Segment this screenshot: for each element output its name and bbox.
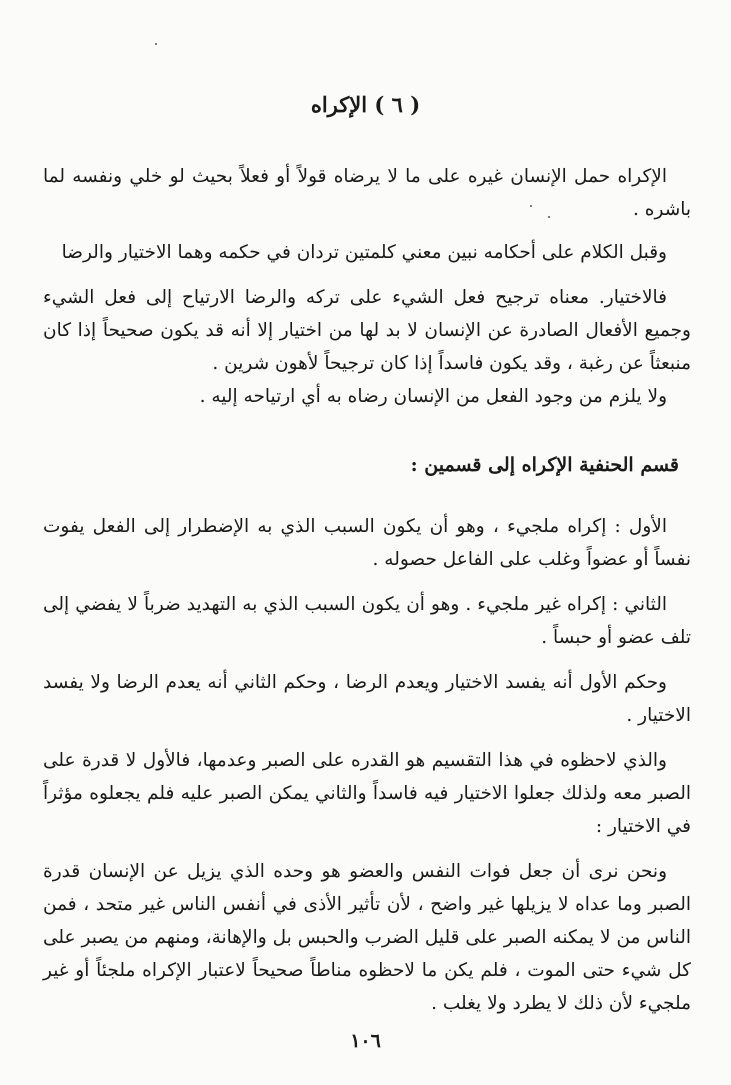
critique-paragraph: ونحن نرى أن جعل فوات النفس والعضو هو وحده الذي يزيل عن الإنسان قدرة الصبر وما عداه لا يزيلها غير واضح ، لأن تأثير الأذى في أنفس الناس غير متحد ، فمن الناس من لا يمكنه الصبر على قليل الضرب والحبس بل والإهانة، ومنهم من يصبر على كل شيء حتى الموت ، فلم يكن ما لاحظوه مناطاً صحيحاً لاعتبار الإكراه ملجئاً أو غير ملجيء لأن ذلك لا يطرد ولا يغلب .: [43, 861, 691, 1014]
scan-speck: [155, 43, 157, 45]
first-type-paragraph: الأول : إكراه ملجيء ، وهو أن يكون السبب الذي به الإضطرار إلى الفعل يفوت نفساً أو عضواً وغلب على الفاعل حصوله .: [43, 516, 691, 570]
section-heading: قسم الحنفية الإكراه إلى قسمين :: [410, 454, 679, 476]
main-section: [43, 510, 691, 1020]
consent-paragraph: ولا يلزم من وجود الفعل من الإنسان رضاه به أي ارتياحه إليه .: [199, 386, 667, 407]
terms-paragraph: وقبل الكلام على أحكامه نبين معني كلمتين تردان في حكمه وهما الاختيار والرضا: [61, 242, 667, 263]
ruling-paragraph: وحكم الأول أنه يفسد الاختيار ويعدم الرضا ، وحكم الثاني أنه يعدم الرضا ولا يفسد الاختيار .: [43, 672, 691, 726]
second-type-paragraph: الثاني : إكراه غير ملجيء . وهو أن يكون السبب الذي به التهديد ضرباً لا يفضي إلى تلف عضو أو حبساً .: [43, 594, 691, 648]
rationale-paragraph: والذي لاحظوه في هذا التقسيم هو القدره على الصبر وعدمها، فالأول لا قدرة على الصبر معه ولذلك جعلوا الاختيار فيه فاسداً والثاني يمكن الصبر عليه فلم يجعلوه مؤثراً في الاختيار :: [43, 750, 691, 837]
intro-section: [43, 160, 691, 413]
choice-paragraph: فالاختيار. معناه ترجيح فعل الشيء على تركه والرضا الارتياح إلى فعل الشيء وجميع الأفعال الصادرة عن الإنسان لا بد لها من اختيار إلا أنه قد يكون صحيحاً إذا كان منبعثاً عن رغبة ، وقد يكون فاسداً إذا كان ترجيحاً لأهون شرين .: [43, 287, 691, 374]
page-number: ١٠٦: [350, 1030, 381, 1052]
definition-paragraph: الإكراه حمل الإنسان غيره على ما لا يرضاه قولاً أو فعلاً بحيث لو خلي ونفسه لما باشره .: [43, 166, 691, 220]
chapter-title: ( ٦ ) الإكراه: [310, 92, 421, 117]
